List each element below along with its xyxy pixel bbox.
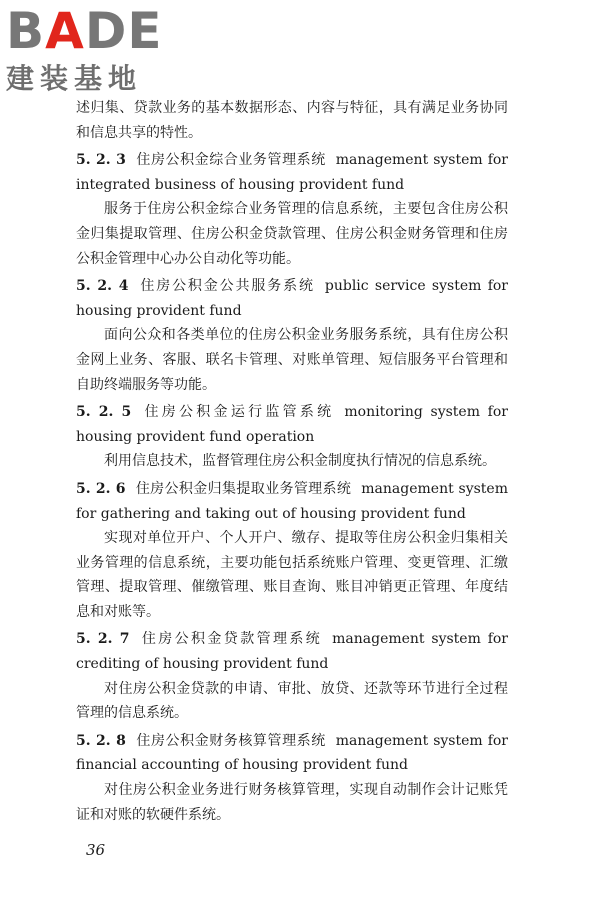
term-number: 5. 2. 5 [76,404,132,421]
term-english: management system for integrated business of housing provident fund [76,152,508,193]
page-content [76,96,508,827]
logo-letter-a: A [45,2,85,60]
term-number: 5. 2. 3 [76,152,126,169]
term-definition: 面向公众和各类单位的住房公积金业务服务系统，具有住房公积金网上业务、客服、联名卡管理、对账单管理、短信服务平台管理和自助终端服务等功能。 [76,327,508,393]
term-number: 5. 2. 8 [76,732,126,749]
term-definition: 对住房公积金业务进行财务核算管理，实现自动制作会计记账凭证和对账的软硬件系统。 [76,782,508,823]
term-number: 5. 2. 4 [76,278,129,295]
term-heading [76,400,508,449]
term-chinese: 住房公积金综合业务管理系统 [135,152,326,169]
term-definition: 对住房公积金贷款的申请、审批、放贷、还款等环节进行全过程管理的信息系统。 [76,680,508,722]
section-5-2-7 [76,627,508,725]
term-heading [76,148,508,197]
section-5-2-8 [76,729,508,827]
bade-logo [6,2,176,98]
term-definition: 实现对单位开户、个人开户、缴存、提取等住房公积金归集相关业务管理的信息系统，主要功能包括系统账户管理、变更管理、汇缴管理、提取管理、催缴管理、账目查询、账目冲销更正管理、年度结息和对账等。 [76,530,508,620]
page-number: 36 [86,841,106,859]
term-heading [76,477,508,526]
term-chinese: 住房公积金财务核算管理系统 [135,732,326,749]
term-heading [76,729,508,778]
section-5-2-5 [76,400,508,474]
term-definition: 利用信息技术，监督管理住房公积金制度执行情况的信息系统。 [104,453,496,470]
section-5-2-4 [76,274,508,397]
section-5-2-3 [76,148,508,271]
term-english: monitoring system for housing provident fund operation [76,404,508,445]
term-chinese: 住房公积金公共服务系统 [138,278,315,295]
term-heading [76,627,508,676]
term-definition: 服务于住房公积金综合业务管理的信息系统，主要包含住房公积金归集提取管理、住房公积金贷款管理、住房公积金财务管理和住房公积金管理中心办公自动化等功能。 [76,201,508,267]
term-chinese: 住房公积金贷款管理系统 [139,631,323,648]
term-english: management system for financial accounting of housing provident fund [76,732,508,774]
logo-letters-de: DE [84,2,163,60]
term-english: management system for crediting of housing provident fund [76,631,508,673]
logo-letter-b: B [6,2,46,60]
section-5-2-6 [76,477,508,625]
intro-paragraph: 述归集、贷款业务的基本数据形态、内容与特征，具有满足业务协同和信息共享的特性。 [76,100,508,141]
logo-subtitle: 建装基地 [6,62,143,95]
term-number: 5. 2. 7 [76,631,130,648]
term-chinese: 住房公积金归集提取业务管理系统 [135,480,352,497]
term-english: public service system for housing provident fund [76,278,509,319]
term-chinese: 住房公积金运行监管系统 [141,404,335,421]
term-heading [76,274,508,323]
term-english: management system for gathering and taking out of housing provident fund [76,480,508,522]
logo-wordmark [6,2,176,60]
term-number: 5. 2. 6 [76,480,126,497]
